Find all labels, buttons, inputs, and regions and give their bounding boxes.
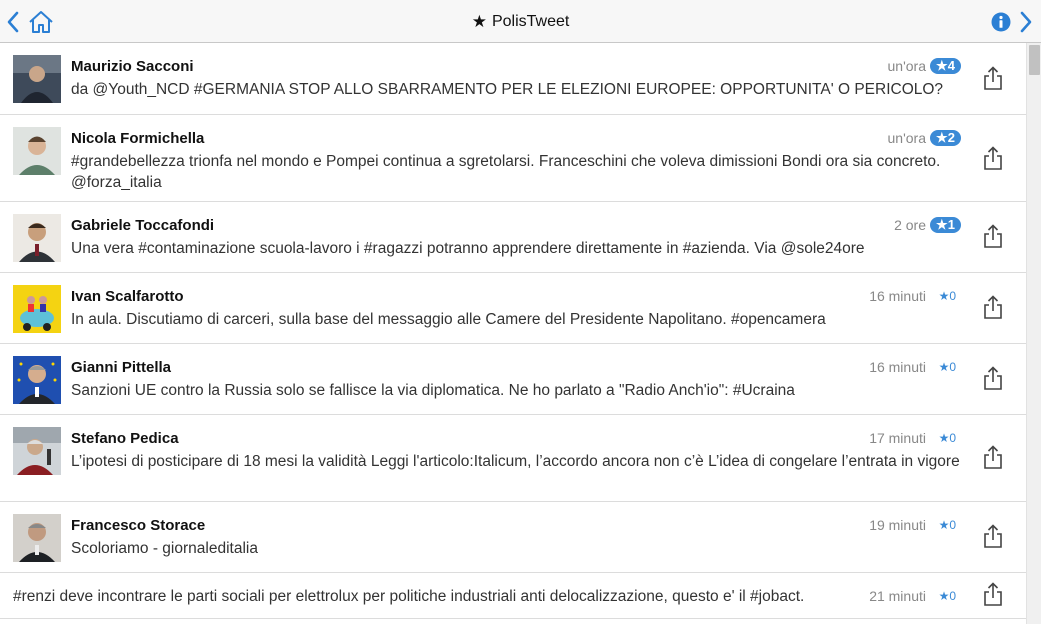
share-icon[interactable]	[982, 66, 1004, 90]
tweet-author[interactable]: Gabriele Toccafondi	[71, 217, 215, 234]
avatar	[13, 285, 61, 333]
tweet-row[interactable]	[0, 573, 1026, 619]
tweet-text: L’ipotesi di posticipare di 18 mesi la validità Leggi l'articolo:Italicum, l’accordo ancora non c’è L’idea di congelare l’entrata in vigore	[71, 453, 960, 470]
vertical-scrollbar[interactable]	[1026, 43, 1041, 624]
tweet-author[interactable]: Stefano Pedica	[71, 430, 179, 447]
tweet-author[interactable]: Gianni Pittella	[71, 359, 172, 376]
tweet-row[interactable]	[0, 202, 1026, 273]
share-icon[interactable]	[982, 445, 1004, 469]
avatar	[13, 214, 61, 262]
tweet-row[interactable]	[0, 273, 1026, 344]
nav-right-group	[991, 0, 1033, 43]
star-count[interactable]: ★0	[938, 518, 956, 532]
tweet-text: Sanzioni UE contro la Russia solo se fallisce la via diplomatica. Ne ho parlato a "Radio Anch'io": #Ucraina	[71, 382, 795, 399]
info-icon[interactable]	[991, 12, 1011, 32]
star-icon: ★	[471, 11, 487, 31]
share-icon[interactable]	[982, 582, 1004, 606]
star-count[interactable]: ★0	[938, 360, 956, 374]
avatar	[13, 356, 61, 404]
tweet-row[interactable]	[0, 115, 1026, 202]
tweet-author[interactable]: Francesco Storace	[71, 517, 206, 534]
star-count[interactable]: ★0	[938, 589, 956, 603]
page-title	[0, 0, 1041, 43]
avatar	[13, 55, 61, 103]
tweet-row[interactable]	[0, 344, 1026, 415]
avatar	[13, 427, 61, 475]
star-count[interactable]: ★0	[938, 431, 956, 445]
tweet-text: #renzi deve incontrare le parti sociali per elettrolux per politiche industriali anti delocalizzazione, questo e' il #jobact.	[13, 588, 805, 605]
tweet-author[interactable]: Maurizio Sacconi	[71, 58, 194, 75]
tweet-row[interactable]	[0, 502, 1026, 573]
star-count-badge[interactable]: ★1	[930, 217, 961, 233]
share-icon[interactable]	[982, 224, 1004, 248]
tweet-time: 16 minuti	[869, 288, 926, 304]
tweet-time: 17 minuti	[869, 430, 926, 446]
tweet-feed	[0, 43, 1026, 624]
star-count-badge[interactable]: ★4	[930, 58, 961, 74]
share-icon[interactable]	[982, 524, 1004, 548]
tweet-time: 19 minuti	[869, 517, 926, 533]
tweet-time: 16 minuti	[869, 359, 926, 375]
chevron-right-icon[interactable]	[1019, 10, 1033, 34]
tweet-text: Una vera #contaminazione scuola-lavoro i #ragazzi potranno apprendere direttamente in #azienda. Via @sole24ore	[71, 240, 865, 257]
tweet-time: un'ora	[887, 130, 926, 146]
share-icon[interactable]	[982, 146, 1004, 170]
avatar	[13, 127, 61, 175]
tweet-text: In aula. Discutiamo di carceri, sulla base del messaggio alle Camere del Presidente Napolitano. #opencamera	[71, 311, 826, 328]
tweet-row[interactable]	[0, 43, 1026, 115]
tweet-text: da @Youth_NCD #GERMANIA STOP ALLO SBARRAMENTO PER LE ELEZIONI EUROPEE: OPPORTUNITA' O PERICOLO?	[71, 81, 944, 98]
star-count-badge[interactable]: ★2	[930, 130, 961, 146]
tweet-text: Scoloriamo - giornaleditalia	[71, 540, 258, 557]
tweet-time: 2 ore	[894, 217, 926, 233]
app-title: PolisTweet	[491, 12, 570, 30]
navbar	[0, 0, 1041, 43]
share-icon[interactable]	[982, 366, 1004, 390]
star-count[interactable]: ★0	[938, 289, 956, 303]
tweet-author[interactable]: Ivan Scalfarotto	[71, 288, 184, 305]
tweet-time: un'ora	[887, 58, 926, 74]
tweet-author[interactable]: Nicola Formichella	[71, 130, 205, 147]
tweet-text: #grandebellezza trionfa nel mondo e Pompei continua a sgretolarsi. Franceschini che voleva dimissioni Bondi ora sia concreto. @forza_italia	[71, 153, 941, 191]
tweet-row[interactable]	[0, 415, 1026, 502]
avatar	[13, 514, 61, 562]
share-icon[interactable]	[982, 295, 1004, 319]
scrollbar-thumb[interactable]	[1029, 45, 1040, 75]
tweet-time: 21 minuti	[869, 588, 926, 604]
